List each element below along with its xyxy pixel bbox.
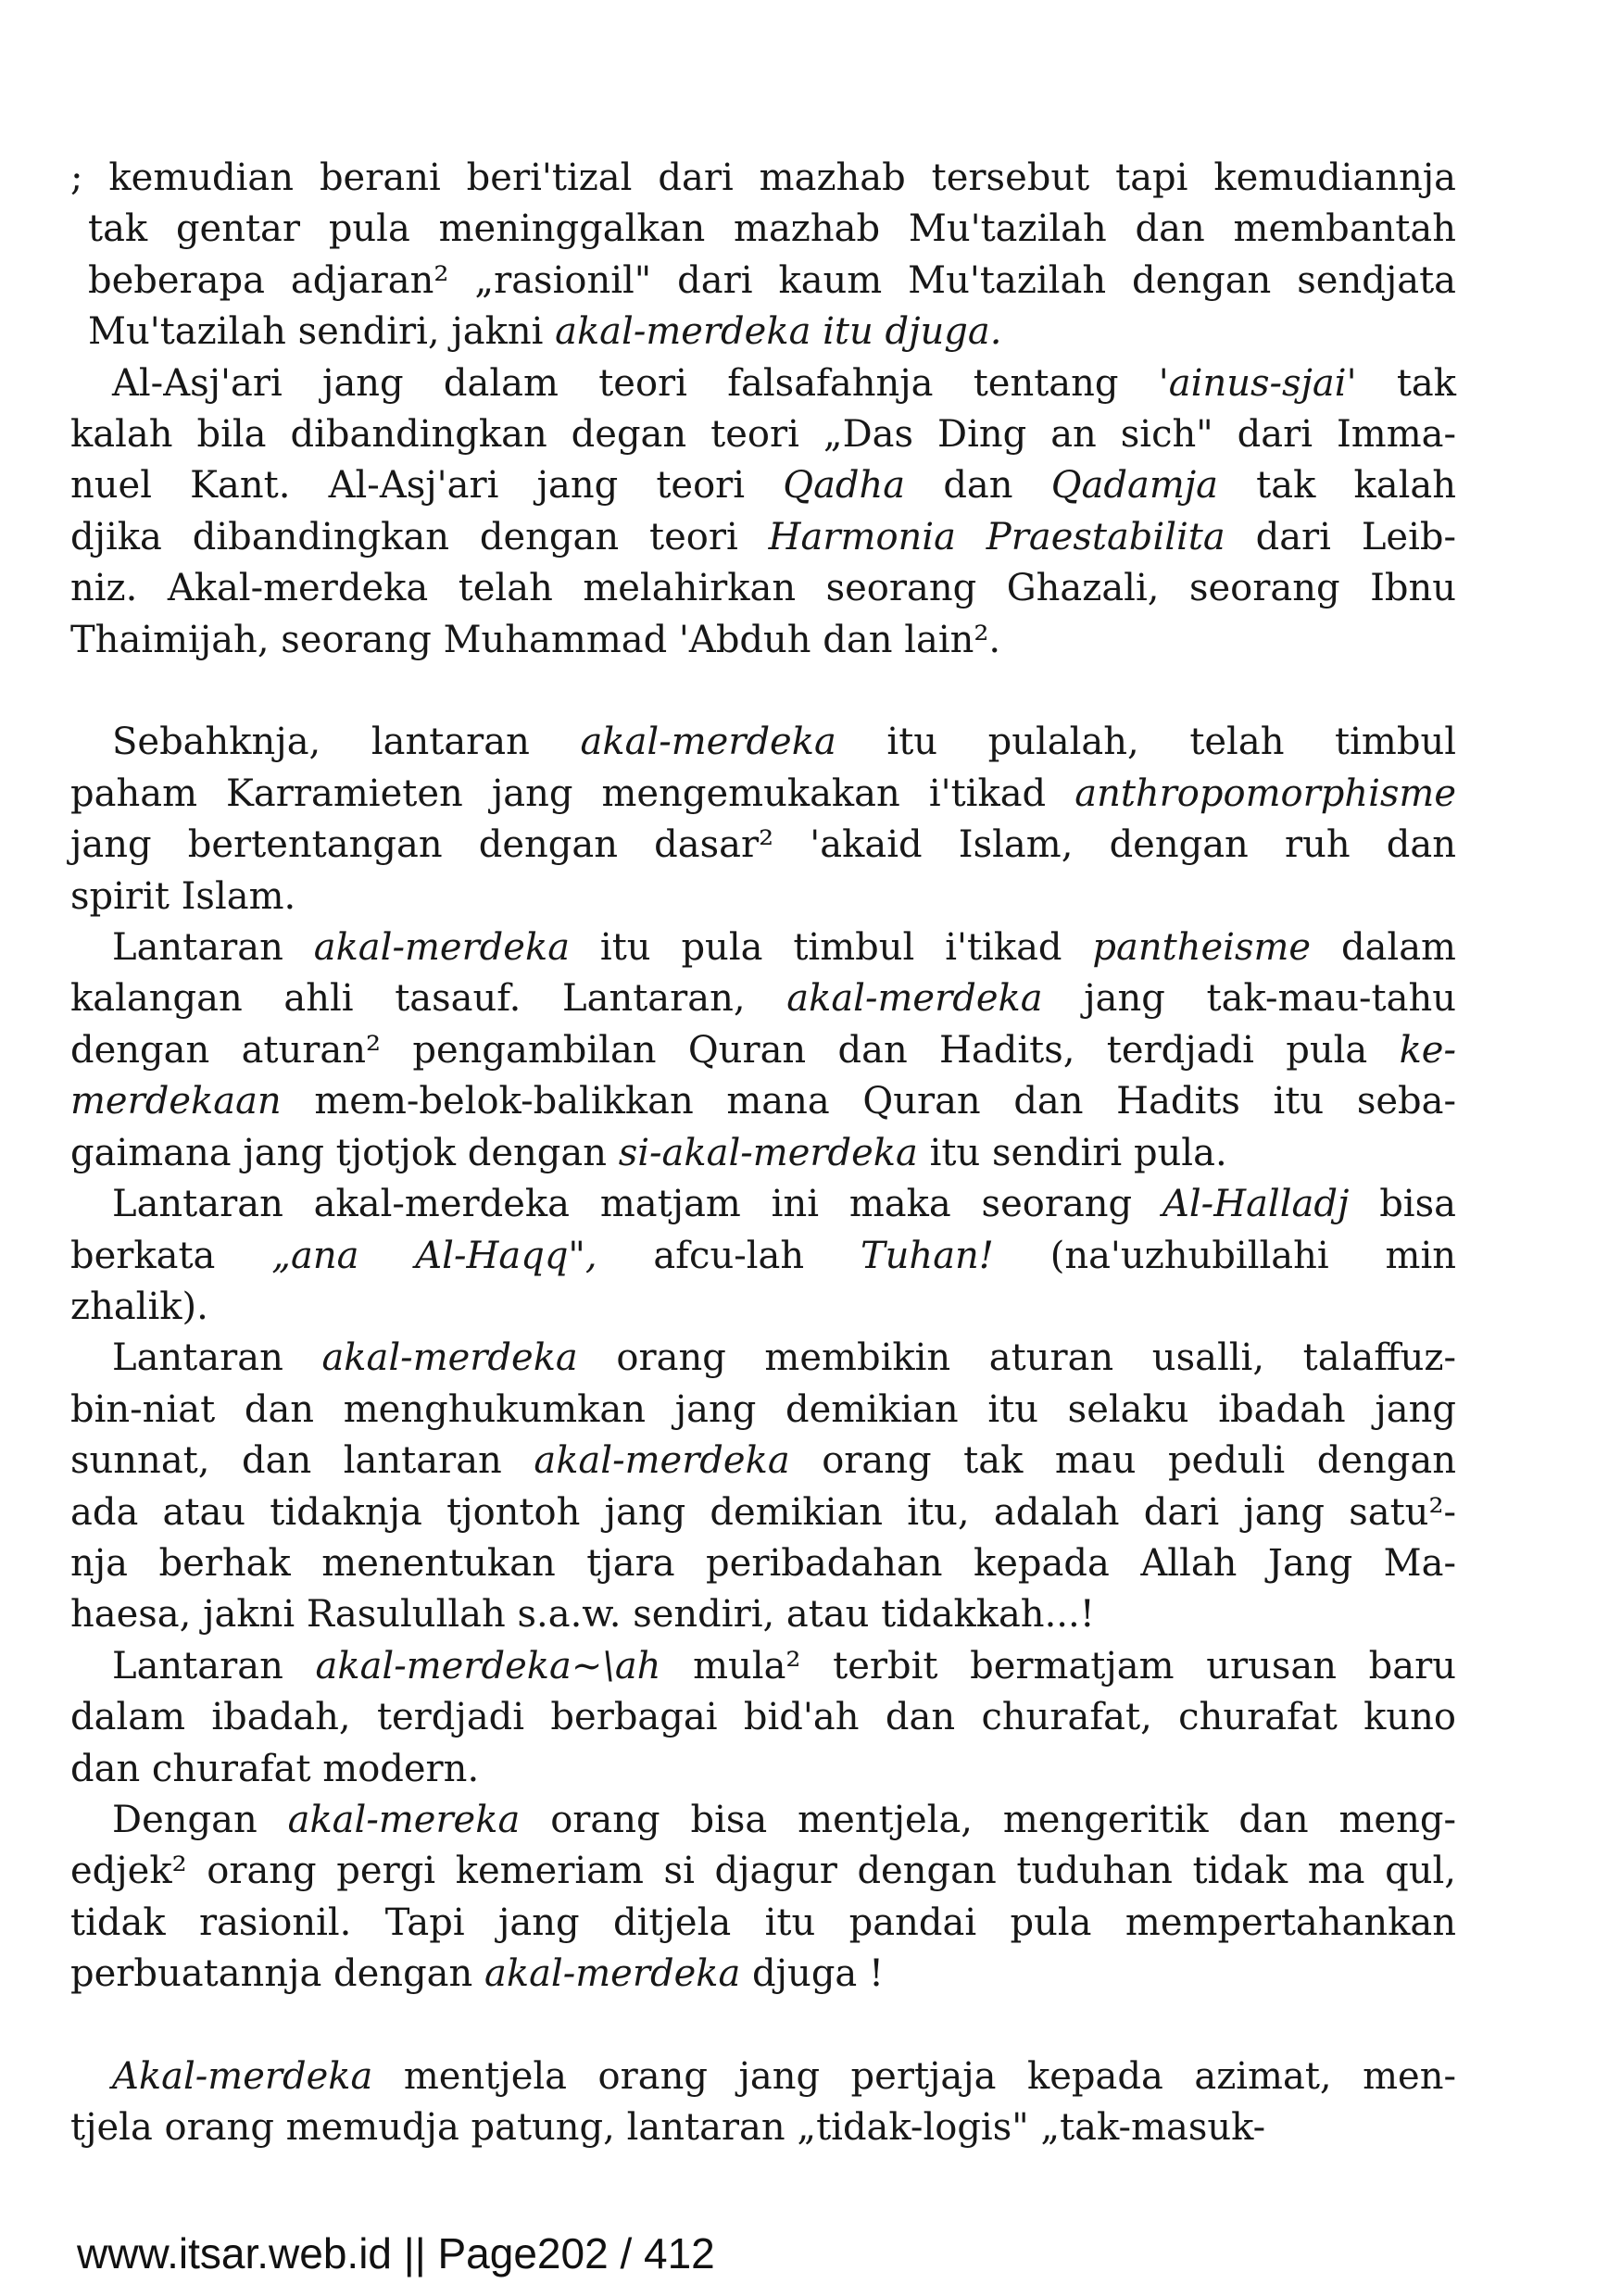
text-line [70, 1436, 1456, 1487]
text-line [70, 358, 1456, 409]
text-run: Lantaran [112, 926, 314, 970]
text-line [70, 1949, 1456, 2000]
text-run: dan [905, 464, 1051, 508]
text-run: nja berhak menentukan tjara peribadahan kepada Allah Jang Ma- [70, 1541, 1456, 1585]
text-line [70, 1795, 1456, 1846]
text-run: spirit Islam. [70, 874, 296, 918]
text-line [70, 512, 1456, 563]
text-line [70, 409, 1456, 460]
text-run: jang tak-mau-tahu [1042, 977, 1456, 1021]
text-line [70, 1487, 1456, 1538]
text-line [70, 1744, 1456, 1795]
italic-term: akal-merdeka [786, 977, 1043, 1021]
text-run: bisa [1349, 1183, 1456, 1226]
text-run: Lantaran [112, 1336, 322, 1380]
text-line [70, 1025, 1456, 1076]
text-line [70, 820, 1456, 871]
text-run: nuel Kant. Al-Asj'ari jang teori [70, 464, 784, 508]
text-run: tjela orang memudja patung, lantaran „tidak-logis" „tak-masuk- [70, 2106, 1266, 2150]
text-run: itu pulalah, telah timbul [836, 721, 1456, 764]
text-run: mula² terbit bermatjam urusan baru [660, 1644, 1457, 1687]
text-run: perbuatannja dengan [70, 1952, 484, 1996]
text-line [70, 307, 1456, 358]
text-run: djuga ! [740, 1952, 885, 1996]
italic-term: Harmonia Praestabilita [768, 515, 1225, 558]
text-run: bin-niat dan menghukumkan jang demikian itu selaku ibadah jang [70, 1387, 1456, 1431]
text-line [70, 2102, 1456, 2153]
italic-term: ke- [1399, 1028, 1456, 1072]
text-line [70, 1641, 1456, 1692]
italic-term: Akal-merdeka [112, 2055, 373, 2098]
paragraph [70, 1641, 1456, 1795]
text-run: djika dibandingkan dengan teori [70, 515, 769, 558]
text-line [70, 872, 1456, 922]
italic-term: Al-Halladj [1162, 1183, 1350, 1226]
text-run: jang bertentangan dengan dasar² 'akaid Islam, dengan ruh dan [70, 823, 1456, 867]
text-run: ; kemudian berani beri'tizal dari mazhab tersebut tapi kemudiannja [70, 157, 1456, 199]
text-run: haesa, jakni Rasulullah s.a.w. sendiri, atau tidakkah...! [70, 1593, 1095, 1637]
italic-term: akal-merdeka [321, 1336, 578, 1380]
text-line [70, 1128, 1456, 1179]
italic-term: anthropomorphisme [1074, 772, 1456, 815]
text-line [70, 717, 1456, 768]
text-line [70, 615, 1456, 666]
italic-term: akal-mereka [287, 1798, 521, 1841]
text-line [70, 1692, 1456, 1743]
text-line [70, 769, 1456, 820]
footer-separator: || [403, 2229, 426, 2277]
text-run: tak gentar pula meninggalkan mazhab Mu'tazilah dan membantah [88, 207, 1456, 251]
text-run: dalam ibadah, terdjadi berbagai bid'ah dan churafat, churafat kuno [70, 1696, 1456, 1739]
text-run: tidak rasionil. Tapi jang ditjela itu pandai pula mempertahankan [70, 1901, 1456, 1944]
paragraph [70, 717, 1456, 922]
italic-term: akal-merdeka itu djuga. [555, 310, 1002, 354]
footer-site: www.itsar.web.id [77, 2229, 393, 2277]
text-run: dari Leib- [1225, 515, 1457, 558]
text-line [70, 922, 1456, 973]
page-number: Page202 / 412 [437, 2229, 715, 2277]
text-line [70, 1538, 1456, 1589]
italic-term: akal-merdeka [484, 1952, 741, 1996]
text-run: Thaimijah, seorang Muhammad 'Abduh dan lain². [70, 618, 1001, 661]
italic-term: Qadamja [1050, 464, 1218, 508]
text-line [70, 1333, 1456, 1384]
text-run: orang tak mau peduli dengan [789, 1439, 1456, 1483]
text-line [70, 1076, 1456, 1127]
italic-term: ainus-sjai [1168, 361, 1347, 405]
text-run: kalah bila dibandingkan degan teori „Das Ding an sich" dari Imma- [70, 413, 1456, 457]
text-run: orang membikin aturan usalli, talaffuz- [577, 1336, 1456, 1380]
text-run: berkata [70, 1234, 272, 1277]
text-line [70, 1589, 1456, 1640]
text-run: orang bisa mentjela, mengeritik dan meng- [520, 1798, 1456, 1841]
text-run: Al-Asj'ari jang dalam teori falsafahnja tentang ' [112, 361, 1169, 405]
text-run: Mu'tazilah sendiri, jakni [88, 310, 556, 354]
text-run: Lantaran [112, 1644, 316, 1687]
text-run: Dengan [112, 1798, 288, 1841]
text-line [70, 1898, 1456, 1949]
text-line [70, 1846, 1456, 1897]
text-run: itu pula timbul i'tikad [570, 926, 1093, 970]
text-line [70, 973, 1456, 1024]
text-run: (na'uzhubillahi min [993, 1234, 1457, 1277]
text-line [70, 460, 1456, 511]
text-run: paham Karramieten jang mengemukakan i'tikad [70, 772, 1075, 815]
text-line [70, 256, 1456, 307]
italic-term: Tuhan! [860, 1234, 994, 1277]
italic-term: akal-merdeka [313, 926, 571, 970]
text-line [70, 1179, 1456, 1230]
text-line [70, 1282, 1456, 1333]
text-run: mentjela orang jang pertjaja kepada azimat, men- [372, 2055, 1456, 2098]
text-run: niz. Akal-merdeka telah melahirkan seorang Ghazali, seorang Ibnu [70, 567, 1456, 610]
text-run: Lantaran akal-merdeka matjam ini maka seorang [112, 1183, 1162, 1226]
paragraph [70, 1179, 1456, 1333]
paragraph [70, 358, 1456, 666]
text-run: kalangan ahli tasauf. Lantaran, [70, 977, 787, 1021]
paragraph [70, 922, 1456, 1179]
italic-term: merdekaan [70, 1080, 282, 1123]
page-body [70, 153, 1456, 2154]
italic-term: si-akal-merdeka [618, 1131, 918, 1174]
italic-term: pantheisme [1092, 926, 1312, 970]
text-run: dalam [1311, 926, 1456, 970]
text-run: dengan aturan² pengambilan Quran dan Hadits, terdjadi pula [70, 1028, 1400, 1072]
text-line [70, 1385, 1456, 1436]
text-run: mem-belok-balikkan mana Quran dan Hadits itu seba- [281, 1080, 1456, 1123]
text-run: edjek² orang pergi kemeriam si djagur dengan tuduhan tidak ma qul, [70, 1850, 1456, 1893]
italic-term: akal-merdeka~\ah [315, 1644, 661, 1687]
text-run: ' tak [1346, 361, 1457, 405]
paragraph [70, 1333, 1456, 1640]
paragraph [70, 2051, 1456, 2154]
text-run: tak kalah [1218, 464, 1456, 508]
text-line [70, 1231, 1456, 1282]
italic-term: Qadha [783, 464, 906, 508]
text-run: beberapa adjaran² „rasionil" dari kaum Mu'tazilah dengan sendjata [88, 258, 1456, 302]
text-run: Sebahknja, lantaran [112, 721, 581, 764]
text-line [70, 2051, 1456, 2102]
text-run: itu sendiri pula. [917, 1131, 1227, 1174]
page-footer [77, 2229, 715, 2277]
text-run: dan churafat modern. [70, 1747, 480, 1790]
text-run: sunnat, dan lantaran [70, 1439, 534, 1483]
text-line [70, 563, 1456, 614]
text-line [70, 204, 1456, 255]
paragraph [70, 153, 1456, 358]
text-run: zhalik). [70, 1285, 208, 1328]
italic-term: akal-merdeka [580, 721, 836, 764]
text-run: gaimana jang tjotjok dengan [70, 1131, 619, 1174]
text-run: ada atau tidaknja tjontoh jang demikian itu, adalah dari jang satu²- [70, 1490, 1456, 1534]
italic-term: „ana Al-Haqq", [271, 1234, 597, 1277]
paragraph [70, 1795, 1456, 2001]
text-line [70, 153, 1456, 204]
text-run: afcu-lah [597, 1234, 861, 1277]
italic-term: akal-merdeka [534, 1439, 790, 1483]
